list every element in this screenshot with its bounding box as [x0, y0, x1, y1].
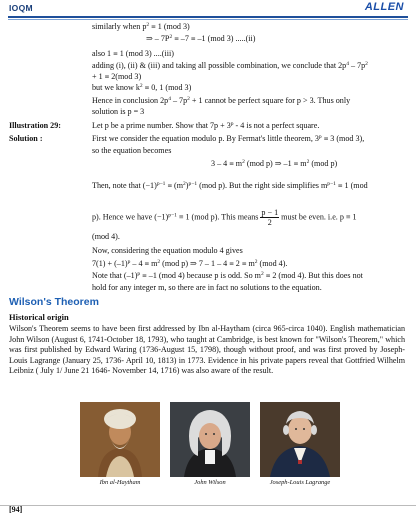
caption-john-wilson: John Wilson — [194, 479, 226, 486]
header-rule — [8, 16, 408, 18]
solution-line-1: First we consider the equation modulo p. By Fermat's little theorem, $3^p \equiv 3$ (mod 3), — [92, 134, 365, 143]
caption-ibn-al-haytham: Ibn al-Haytham — [99, 479, 141, 486]
line-hence-we-have: p). Hence we have $(-1)^{p-1} \equiv 1$ (mod p). This means $\frac{p - 1}{2}$ must be even. i.e. p ≡ 1 — [92, 208, 357, 227]
line-adding: adding (i), (ii) & (iii) and taking all possible combination, we conclude that $2p^4 - 7p^2$ — [92, 61, 368, 70]
line-also: also 1 ≡ 1 (mod 3) ....(iii) — [92, 49, 174, 58]
line-then-note: Then, note that $(-1)^{p-1} \equiv (m^2)^{p-1}$ (mod p). But the right side simplifies $m^{p-1} \equiv 1$ (mod — [92, 181, 368, 190]
header-course: IOQM — [9, 3, 33, 13]
page-number: [94] — [9, 505, 23, 514]
line-but-we-know: but we know $k^2 \equiv 0$, 1 (mod 3) — [92, 83, 192, 92]
illustration-label: Illustration 29: — [9, 121, 61, 130]
section-subheading: Historical origin — [9, 312, 69, 322]
section-paragraph: Wilson's Theorem seems to have been first addressed by Ibn al-Haytham (circa 965-circa 1040). English mathematician John Wilson (August 6, 1741-October 18, 1793), who taught at Cambridge, is best known for "Wilson's Theorem," which was first published by Edward Waring (1736-August 15, 1798), though without proof, and was first proved by Joseph-Louis Lagrange (January 25, 1736- April 10, 1813) in 1773. Evidence in his private papers reveal that Gottfried Wilhelm Leibniz ( July 1/ June 21 1646- November 14, 1716) was also aware of the result. — [9, 324, 405, 376]
header-brand-logo: ALLEN — [364, 1, 404, 13]
line-mod3: + 1 ≡ 2(mod 3) — [92, 72, 142, 81]
portrait-lagrange — [260, 402, 340, 477]
portrait-john-wilson — [170, 402, 250, 477]
line-solution-p3: solution is p = 3 — [92, 107, 145, 116]
caption-lagrange: Joseph-Louis Lagrange — [269, 479, 331, 486]
solution-label: Solution : — [9, 134, 43, 143]
portrait-ibn-al-haytham — [80, 402, 160, 477]
line-similarly: similarly when $p^2 \equiv 1$ (mod 3) — [92, 22, 190, 31]
header-rule-thin — [8, 19, 408, 20]
line-conclusion: hold for any integer m, so there are in fact no solutions to the equation. — [92, 283, 322, 292]
line-mod4: (mod 4). — [92, 232, 120, 241]
line-note-that: Note that $(-1)^p \equiv -1$ (mod 4) because p is odd. So $m^2 \equiv 2$ (mod 4). But this does not — [92, 271, 363, 280]
line-hence: Hence in conclusion $2p^4 - 7p^2 + 1$ cannot be perfect square for p > 3. Thus only — [92, 96, 351, 105]
section-title: Wilson's Theorem — [9, 296, 99, 308]
equation-mod-p: $3 - 4 \equiv m^2$ (mod p) ⇒ $-1 \equiv m^2$ (mod p) — [211, 159, 338, 168]
line-implies: ⇒ – $7P^2 \equiv -7 \equiv -1$ (mod 3) .....(ii) — [146, 34, 256, 43]
footer-rule — [0, 505, 416, 506]
solution-line-2: so the equation becomes — [92, 146, 172, 155]
line-considering: Now, considering the equation modulo 4 gives — [92, 246, 243, 255]
fraction-p-minus-1-over-2: $\frac{p - 1}{2}$ — [261, 208, 279, 227]
line-mod4-equation: $7(1) + (-1)^p - 4 \equiv m^2$ (mod p) ⇒ $7 - 1 - 4 \equiv 2 \equiv m^2$ (mod 4). — [92, 259, 288, 268]
illustration-text: Let p be a prime number. Show that $7p + 3^p - 4$ is not a perfect square. — [92, 121, 320, 130]
